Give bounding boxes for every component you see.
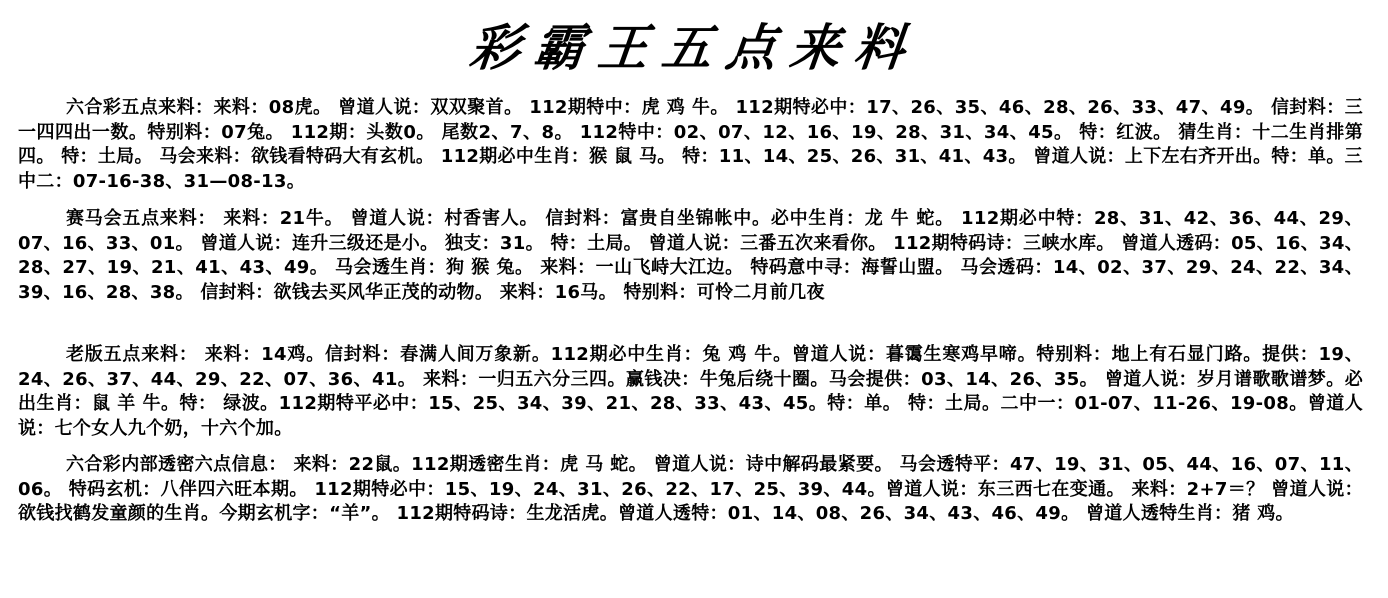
document-title: 彩霸王五点来料 — [466, 18, 922, 77]
paragraph-neibu: 六合彩内部透密六点信息： 来料：22鼠。112期透密生肖：虎 马 蛇。 曾道人说：诗中解码最紧要。 马会透特平：47、19、31、05、44、16、07、11、06。 特码玄机：八伴四六旺本期。 112期特必中：15、19、24、31、26、22、17、25、39、44。曾道人说：东三西七在变通。 来料：2+7＝？ 曾道人说：欲钱找鹤发童颜的生肖。今期玄机字：“羊”。 112期特码诗：生龙活虎。曾道人透特：01、14、08、26、34、43、46、49。 曾道人透特生肖：猪 鸡。 — [18, 454, 1363, 524]
paragraph-saimahui: 赛马会五点来料： 来料：21牛。 曾道人说：村香害人。 信封料：富贵自坐锦帐中。必中生肖：龙 牛 蛇。 112期必中特：28、31、42、36、44、29、07、16、33、01。 曾道人说：连升三级还是小。 独支：31。 特：土局。 曾道人说：三番五次来看你。 112期特码诗：三峡水库。 曾道人透码：05、16、34、28、27、19、21、41、43、49。 马会透生肖：狗 猴 兔。 来料：一山飞峙大江边。 特码意中寻：海誓山盟。 马会透码：14、02、37、29、24、22、34、39、16、28、38。 信封料：欲钱去买风华正茂的动物。 来料：16马。 特别料：可怜二月前几夜 — [18, 208, 1363, 303]
paragraph-liuhecai: 六合彩五点来料：来料：08虎。 曾道人说：双双聚首。 112期特中：虎 鸡 牛。 112期特必中：17、26、35、46、28、26、33、47、49。 信封料：三一四四出一数。特别料：07兔。 112期：头数0。 尾数2、7、8。 112特中：02、07、12、16、19、28、31、34、45。 特：红波。 猜生肖：十二生肖排第四。 特：土局。 马会来料：欲钱看特码大有玄机。 112期必中生肖：猴 鼠 马。 特：11、14、25、26、31、41、43。 曾道人说：上下左右齐开出。特：单。三中二：07-16-38、31—08-13。 — [18, 97, 1363, 192]
paragraph-laoban: 老版五点来料： 来料：14鸡。信封料：春满人间万象新。112期必中生肖：兔 鸡 牛。曾道人说：暮霭生寒鸡早啼。特别料：地上有石显门路。提供：19、24、26、37、44、29、22、07、36、41。 来料：一归五六分三四。赢钱决：牛兔后绕十圈。马会提供：03、14、26、35。 曾道人说：岁月谱歌歌谱梦。必出生肖：鼠 羊 牛。特： 绿波。112期特平必中：15、25、34、39、21、28、33、43、45。特：单。 特：土局。二中一：01-07、11-26、19-08。曾道人说：七个女人九个奶，十六个加。 — [18, 344, 1363, 439]
